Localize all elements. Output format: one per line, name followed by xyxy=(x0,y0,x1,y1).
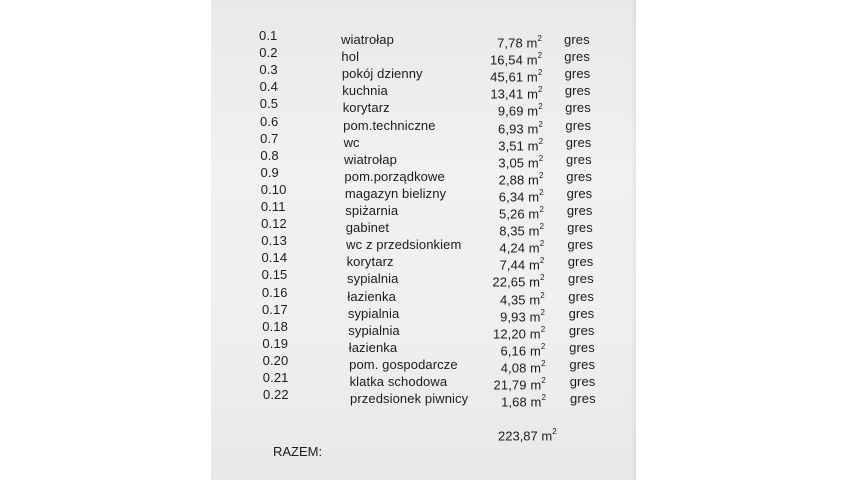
room-number: 0.19 xyxy=(262,335,289,351)
floor-material: gres xyxy=(567,220,593,236)
floor-material: gres xyxy=(566,203,593,218)
floor-material: gres xyxy=(569,339,595,355)
room-number: 0.3 xyxy=(259,62,278,78)
room-area-exp: 2 xyxy=(538,119,543,129)
room-number: 0.15 xyxy=(261,267,288,283)
room-area-unit: m xyxy=(529,274,541,290)
room-area-unit: m xyxy=(527,155,539,171)
room-area-exp: 2 xyxy=(541,358,546,368)
floor-material: gres xyxy=(566,151,592,167)
room-name: hol xyxy=(341,49,360,65)
room-area-value: 2,88 xyxy=(498,172,525,188)
room-number: 0.11 xyxy=(260,199,286,214)
floor-material: gres xyxy=(569,374,596,389)
room-area-value: 21,79 xyxy=(493,377,527,393)
room-number: 0.12 xyxy=(261,216,287,232)
total-label: RAZEM: xyxy=(273,444,323,459)
room-name: sypialnia xyxy=(348,322,400,338)
total-area xyxy=(498,428,557,443)
total-area-unit: m xyxy=(541,428,553,444)
room-number: 0.6 xyxy=(259,113,279,129)
room-name: spiżarnia xyxy=(345,203,399,218)
room-area-value: 7,44 xyxy=(499,257,526,273)
total-area-exp: 2 xyxy=(552,427,557,436)
floor-material: gres xyxy=(564,32,590,47)
room-area-unit: m xyxy=(527,103,539,119)
room-area-exp: 2 xyxy=(540,341,546,351)
room-number: 0.5 xyxy=(259,96,279,112)
room-area-unit: m xyxy=(528,257,540,273)
room-name: wiatrołap xyxy=(341,32,394,47)
floor-material: gres xyxy=(565,117,592,133)
room-area-exp: 2 xyxy=(538,170,544,180)
room-area-value: 5,26 xyxy=(498,206,525,222)
room-area-exp: 2 xyxy=(538,102,543,112)
floor-material: gres xyxy=(568,271,594,287)
room-number: 0.2 xyxy=(259,45,278,61)
room-area-value: 45,61 xyxy=(490,69,524,85)
room-number: 0.13 xyxy=(261,233,287,249)
room-area-unit: m xyxy=(530,360,542,376)
floor-material: gres xyxy=(568,288,594,304)
table-row xyxy=(211,387,636,410)
total-area-value: 223,87 xyxy=(498,428,538,444)
room-name: pokój dzienny xyxy=(341,66,423,82)
room-area-exp: 2 xyxy=(540,307,546,317)
room-area-exp: 2 xyxy=(537,51,543,61)
room-name: gabinet xyxy=(345,220,390,236)
room-number: 0.4 xyxy=(259,79,278,95)
floor-material: gres xyxy=(570,391,596,407)
room-number: 0.22 xyxy=(263,387,289,403)
room-name: pom.techniczne xyxy=(343,117,436,133)
room-area-exp: 2 xyxy=(540,324,546,334)
room-name: przedsionek piwnicy xyxy=(350,391,469,407)
room-area-exp: 2 xyxy=(538,136,544,146)
room-number: 0.16 xyxy=(261,284,288,300)
room-name: magazyn bielizny xyxy=(344,185,447,201)
room-area-value: 3,51 xyxy=(498,137,524,153)
room-area-exp: 2 xyxy=(538,153,544,163)
floor-material: gres xyxy=(569,356,596,372)
room-name: sypialnia xyxy=(347,305,400,321)
room-number: 0.20 xyxy=(262,352,289,368)
room-area-value: 9,69 xyxy=(497,103,524,119)
room-name: korytarz xyxy=(342,100,390,116)
room-area-exp: 2 xyxy=(541,376,546,385)
room-area-exp: 2 xyxy=(539,187,544,197)
room-number: 0.14 xyxy=(261,250,288,266)
room-area-unit: m xyxy=(527,120,539,136)
room-area-unit: m xyxy=(529,291,541,307)
room-area-unit: m xyxy=(530,394,542,410)
room-area-value: 8,35 xyxy=(499,223,525,239)
floor-material: gres xyxy=(564,49,590,65)
room-name: sypialnia xyxy=(347,271,399,287)
room-number: 0.9 xyxy=(260,164,279,180)
room-area-value: 13,41 xyxy=(490,86,524,102)
room-area-unit: m xyxy=(529,326,541,342)
room-area-unit: m xyxy=(526,69,538,85)
room-area-exp: 2 xyxy=(537,68,543,78)
room-number: 0.8 xyxy=(260,147,279,163)
room-name: łazienka xyxy=(347,288,396,304)
floor-material: gres xyxy=(565,100,591,116)
room-name: pom. gospodarcze xyxy=(349,356,458,372)
room-name: wiatrołap xyxy=(344,151,397,167)
room-area-value: 3,05 xyxy=(498,155,525,171)
room-number: 0.10 xyxy=(260,181,287,197)
floor-material: gres xyxy=(564,83,591,99)
room-area-value: 6,16 xyxy=(500,343,527,359)
floor-material: gres xyxy=(567,254,594,270)
room-area-value: 16,54 xyxy=(489,52,523,68)
room-area-value: 7,78 xyxy=(497,35,523,51)
floor-material: gres xyxy=(568,305,595,321)
room-area-unit: m xyxy=(529,343,541,359)
room-name: pom.porządkowe xyxy=(344,168,445,184)
room-area xyxy=(501,390,546,410)
floor-material: gres xyxy=(566,168,592,184)
room-area-unit: m xyxy=(529,308,541,324)
room-number: 0.1 xyxy=(259,28,278,43)
room-area-exp: 2 xyxy=(539,239,545,249)
room-area-value: 4,35 xyxy=(499,291,526,307)
room-area-unit: m xyxy=(528,189,540,205)
room-area-exp: 2 xyxy=(540,290,545,300)
room-number: 0.18 xyxy=(262,318,288,334)
room-area-unit: m xyxy=(528,206,540,222)
room-area-exp: 2 xyxy=(538,85,543,95)
floor-material: gres xyxy=(566,185,593,201)
room-area-exp: 2 xyxy=(539,256,545,266)
room-area-value: 6,93 xyxy=(498,120,524,136)
room-area-unit: m xyxy=(530,377,542,393)
room-area-value: 6,34 xyxy=(498,189,525,205)
room-number: 0.17 xyxy=(262,301,288,317)
room-number: 0.21 xyxy=(262,370,289,385)
room-area-value: 1,68 xyxy=(501,394,527,410)
room-area-value: 12,20 xyxy=(492,326,527,342)
room-area-exp: 2 xyxy=(539,222,545,232)
room-area-unit: m xyxy=(527,137,539,153)
room-name: klatka schodowa xyxy=(349,374,448,389)
room-area-unit: m xyxy=(526,35,538,51)
room-area-unit: m xyxy=(528,172,539,188)
room-area-value: 22,65 xyxy=(492,274,526,290)
room-name: korytarz xyxy=(346,254,394,270)
room-area-value: 4,24 xyxy=(499,240,526,256)
floor-material: gres xyxy=(564,66,591,82)
floor-material: gres xyxy=(565,134,592,150)
floor-material: gres xyxy=(567,237,594,253)
room-area-unit: m xyxy=(526,52,538,68)
room-area-unit: m xyxy=(528,223,540,239)
room-area-value: 9,93 xyxy=(500,308,526,324)
room-area-unit: m xyxy=(528,240,540,256)
room-area-exp: 2 xyxy=(537,34,542,43)
floor-material: gres xyxy=(568,322,595,338)
room-area-exp: 2 xyxy=(539,205,544,214)
room-number: 0.7 xyxy=(260,130,279,146)
room-name: wc z przedsionkiem xyxy=(346,237,462,253)
room-name: wc xyxy=(343,134,360,150)
room-area-exp: 2 xyxy=(541,393,546,403)
room-area-value: 4,08 xyxy=(500,360,527,376)
room-area-exp: 2 xyxy=(540,273,545,283)
room-area-unit: m xyxy=(527,86,539,102)
room-name: łazienka xyxy=(348,339,398,355)
document-page xyxy=(211,0,636,480)
room-name: kuchnia xyxy=(342,83,388,99)
